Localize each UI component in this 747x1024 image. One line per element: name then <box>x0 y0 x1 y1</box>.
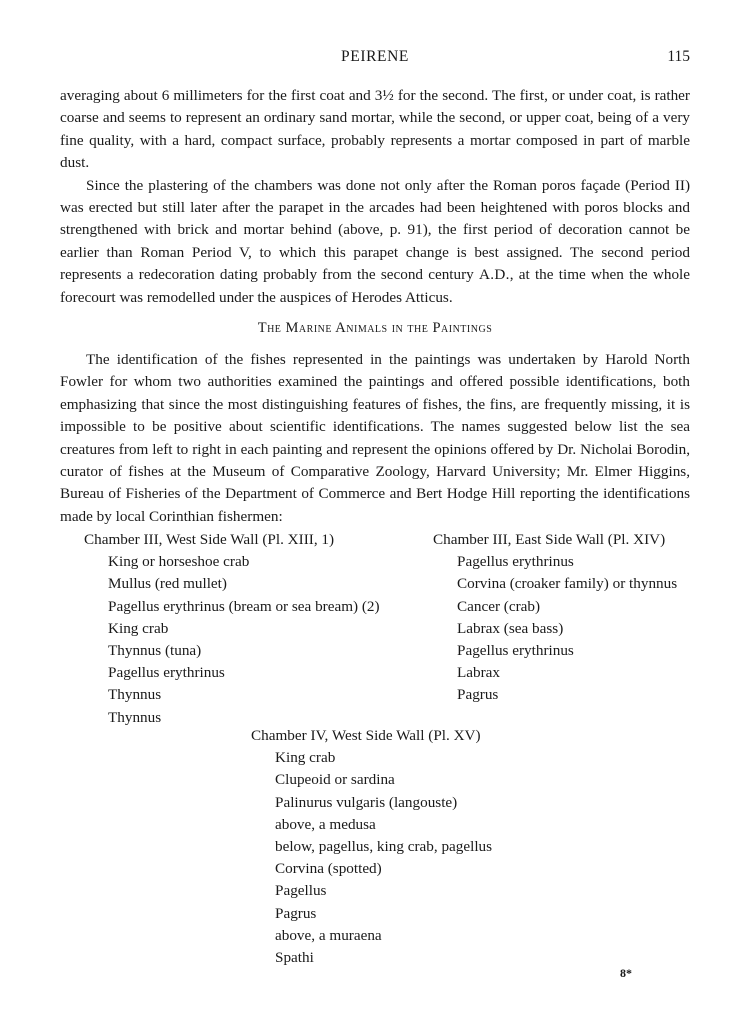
paragraph-decoration-periods <box>60 175 690 309</box>
list-item: Pagellus <box>275 882 327 900</box>
list-chamber3-west-wall <box>84 529 380 729</box>
body-text <box>60 85 690 309</box>
list-item: Pagrus <box>275 904 317 922</box>
list-item: Pagellus erythrinus <box>457 642 574 660</box>
list-item: Mullus (red mullet) <box>108 575 227 593</box>
paragraph-plaster-coats: averaging about 6 millimeters for the first coat and 3½ for the second. The first, or under coat, is rather coarse and seems to represent an ordinary sand mortar, while the second, or upper coat, being of a very fine quality, with a hard, compact surface, probably represents a mortar composed in part of marble dust. <box>60 87 690 172</box>
list-heading: Chamber III, East Side Wall (Pl. XIV) <box>433 531 666 548</box>
running-head <box>60 48 690 72</box>
section-body <box>60 349 690 528</box>
list-heading: Chamber III, West Side Wall (Pl. XIII, 1) <box>84 531 335 548</box>
list-item: Pagrus <box>457 686 499 704</box>
list-item: Corvina (croaker family) or thynnus <box>457 575 678 593</box>
list-item: Corvina (spotted) <box>275 860 382 878</box>
list-item: Pagellus erythrinus <box>457 553 574 571</box>
list-item: Spathi <box>275 949 314 967</box>
list-item: Pagellus erythrinus (bream or sea bream) (2) <box>108 597 380 615</box>
running-title: PEIRENE <box>341 48 409 65</box>
list-item: Thynnus <box>108 708 162 726</box>
paragraph-identification: The identification of the fishes represented in the paintings was undertaken by Harold North Fowler for whom two authorities examined the paintings and offered possible identifications, both emphasizing that since the most distinguishing features of fishes, the fins, are frequently missing, it is impossible to be positive about scientific identifications. The names suggested below list the sea creatures from left to right in each painting and represent the opinions offered by Dr. Nicholai Borodin, curator of fishes at the Museum of Comparative Zoology, Harvard University; Mr. Elmer Higgins, Bureau of Fisheries of the Department of Commerce and Bert Hodge Hill reporting the identifications made by local Corinthian fishermen: <box>60 351 690 525</box>
list-item: Thynnus <box>108 686 162 704</box>
paragraph-decoration-text-b: , at the time when the whole forecourt was remodelled under the auspices of Herodes Atticus. <box>60 266 690 306</box>
list-item: King crab <box>108 619 169 637</box>
list-item: Thynnus (tuna) <box>108 642 202 660</box>
species-list <box>251 747 492 969</box>
list-item: King or horseshoe crab <box>108 553 250 571</box>
list-item: below, pagellus, king crab, pagellus <box>275 838 493 856</box>
list-item: Labrax (sea bass) <box>457 619 564 637</box>
paragraph-decoration-text-a: Since the plastering of the chambers was done not only after the Roman poros façade (Period II) was erected but still later after the parapet in the arcades had been heightened with poros blocks and strengthened with brick and mortar behind (above, p. 91), the first period of decoration cannot be earlier than Roman Period V, to which this parapet change is best assigned. The second period represents a redecoration dating probably from the second century <box>60 176 690 284</box>
list-item: Labrax <box>457 664 501 682</box>
section-heading: The Marine Animals in the Paintings <box>257 320 493 336</box>
list-item: above, a medusa <box>275 815 376 833</box>
list-heading: Chamber IV, West Side Wall (Pl. XV) <box>251 727 481 744</box>
list-item: Palinurus vulgaris (langouste) <box>275 793 458 811</box>
list-item: King crab <box>275 749 336 767</box>
species-list <box>433 551 677 706</box>
list-item: Clupeoid or sardina <box>275 771 395 789</box>
page-number: 115 <box>667 48 690 65</box>
signature-mark: 8* <box>620 966 632 980</box>
list-item: Pagellus erythrinus <box>108 664 225 682</box>
species-list <box>84 551 380 729</box>
list-item: above, a muraena <box>275 926 382 944</box>
list-chamber3-east-wall <box>433 529 677 707</box>
list-item: Cancer (crab) <box>457 597 541 615</box>
era-abbreviation: A.D. <box>479 266 510 284</box>
list-chamber4-west-wall <box>251 725 492 969</box>
